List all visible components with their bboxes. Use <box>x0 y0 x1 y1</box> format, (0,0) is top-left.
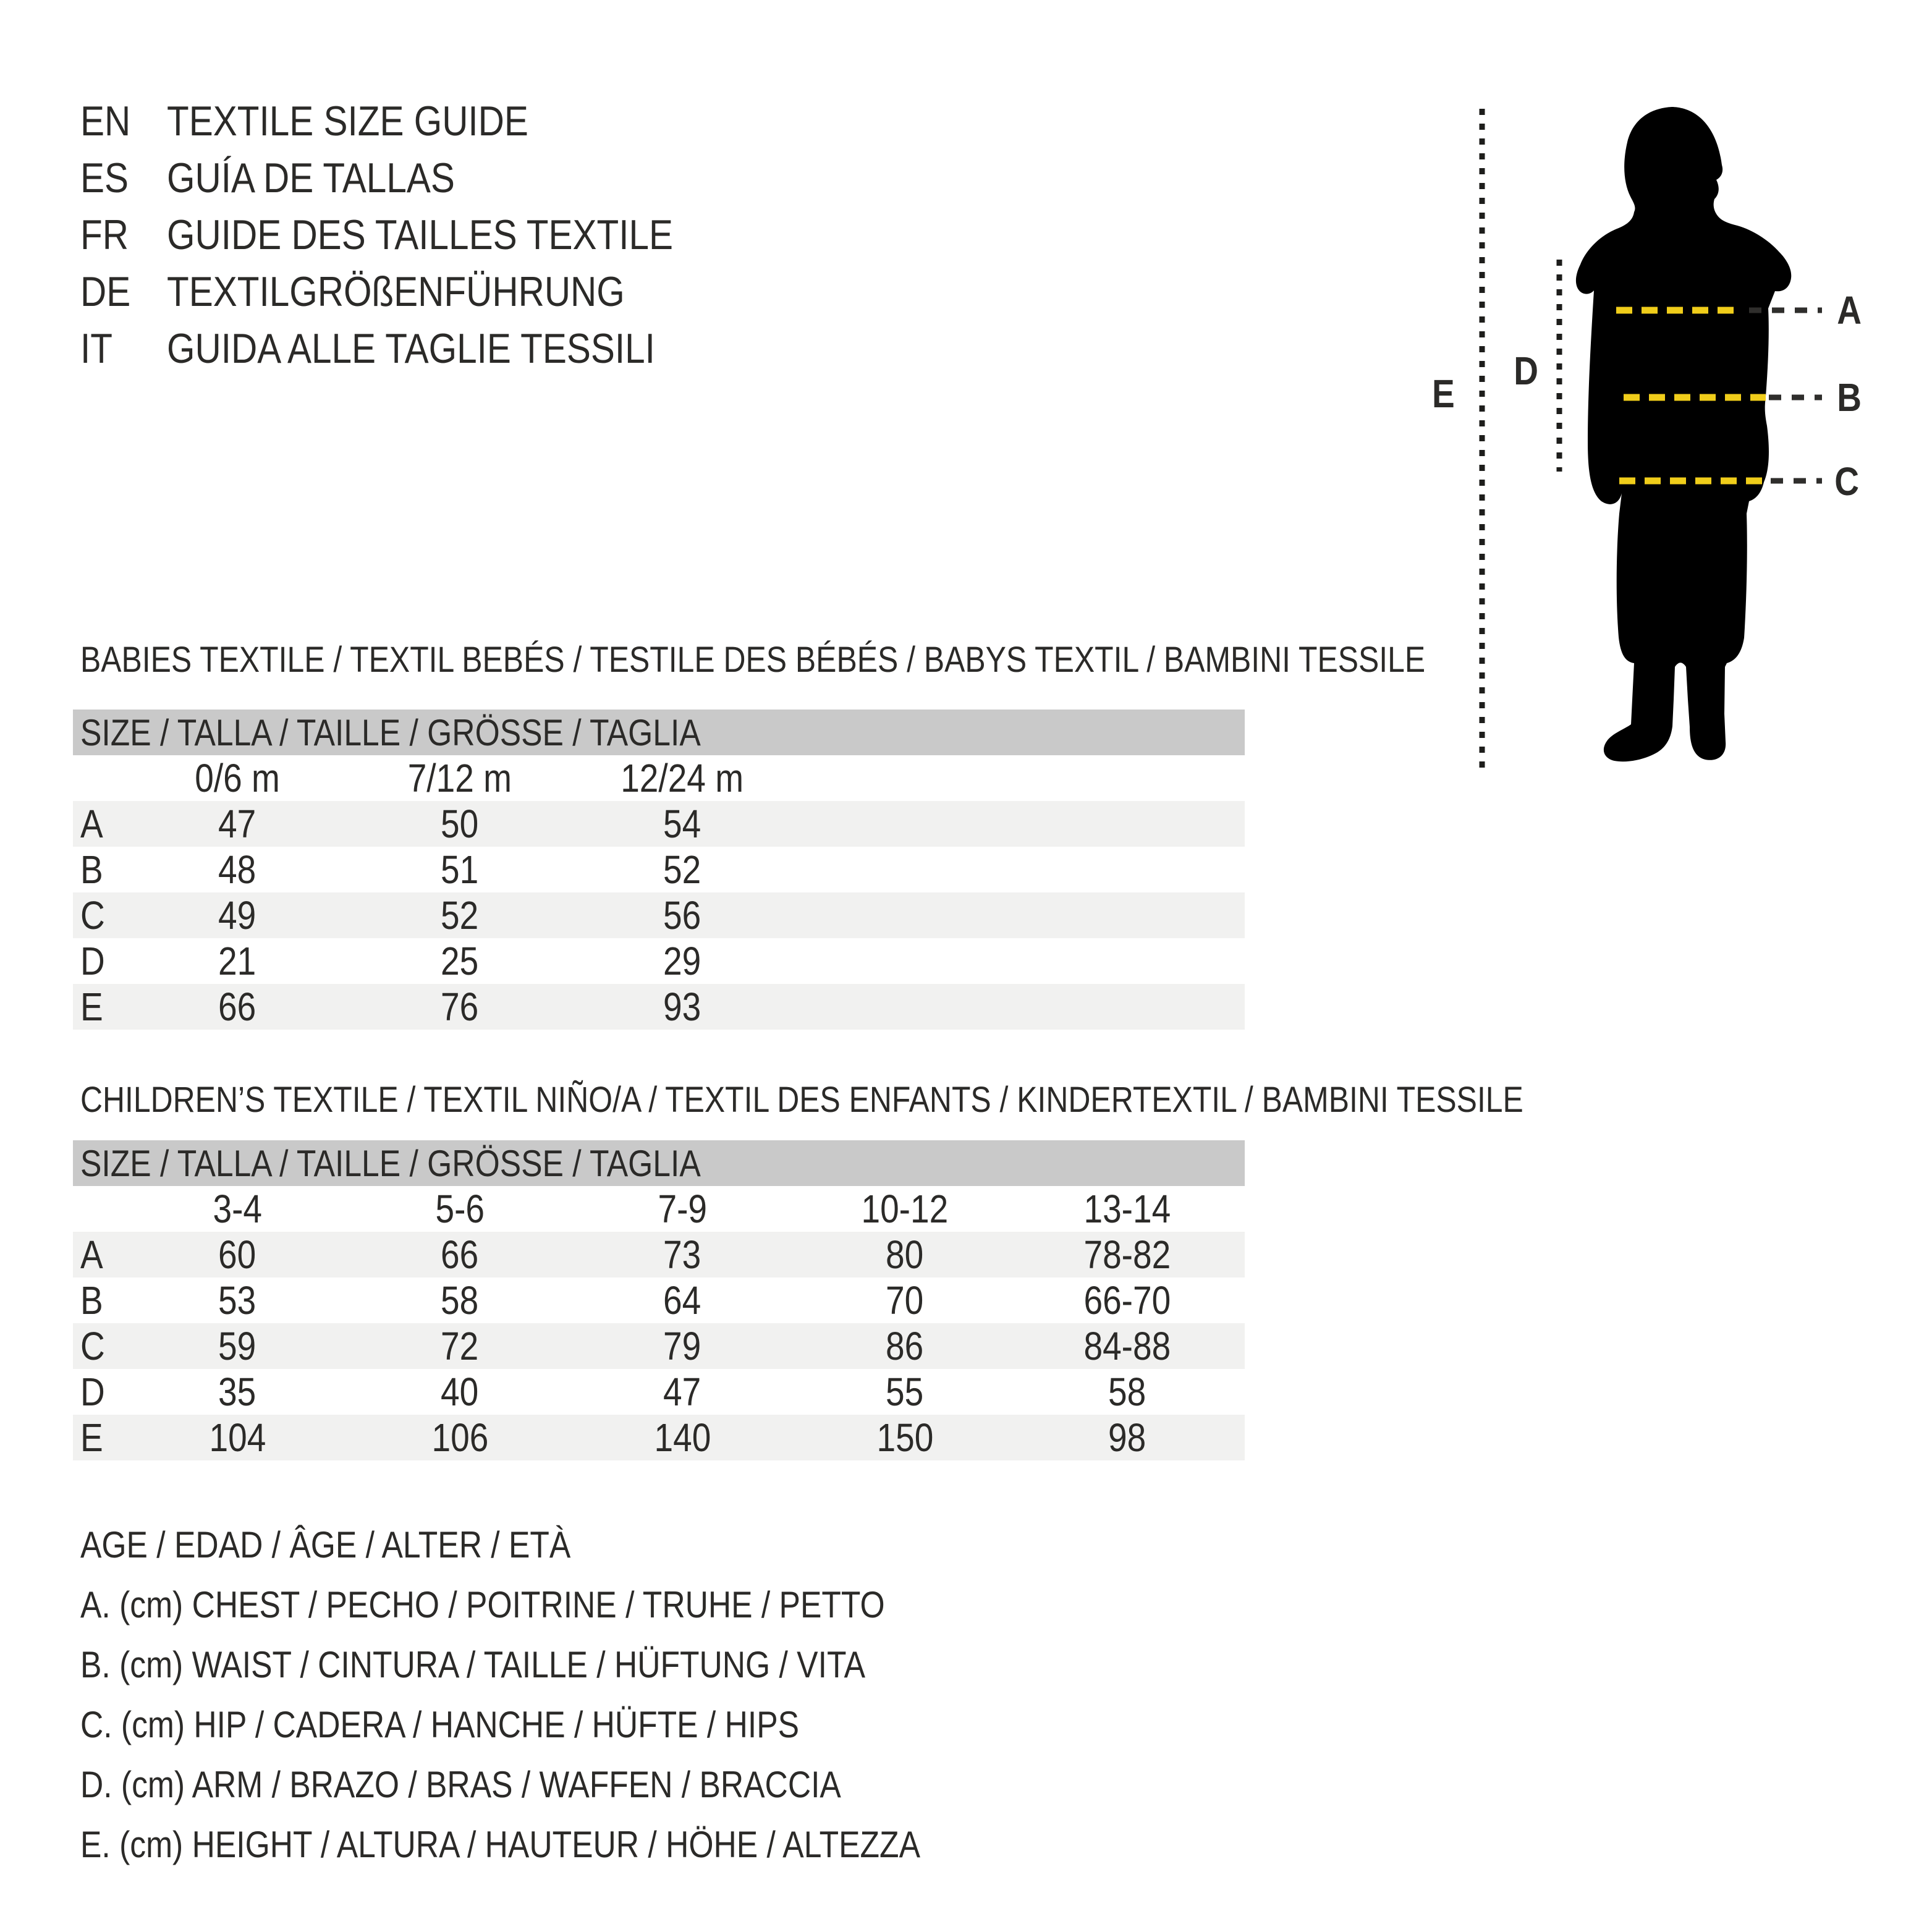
table-row <box>73 1323 1245 1369</box>
list-item <box>80 93 755 150</box>
size-value-text: 54 <box>663 802 701 846</box>
column-header <box>571 1186 794 1232</box>
size-value <box>571 1232 794 1277</box>
waist-label-text: B <box>1837 375 1862 420</box>
size-value-text: 35 <box>218 1370 256 1414</box>
column-header-text: 10-12 <box>861 1187 949 1231</box>
size-value-text: 21 <box>218 939 256 983</box>
table-row <box>73 801 1245 847</box>
size-value <box>1016 801 1239 847</box>
column-header <box>126 1186 349 1232</box>
size-value-text: 72 <box>441 1324 479 1368</box>
language-code <box>80 268 167 316</box>
size-value <box>126 1277 349 1323</box>
size-value-text: 104 <box>209 1415 266 1460</box>
row-label-text: D <box>80 1370 105 1414</box>
guide-title-text: TEXTILGRÖßENFÜHRUNG <box>167 268 625 315</box>
size-value <box>571 892 794 938</box>
row-label <box>73 801 126 847</box>
size-value <box>571 1323 794 1369</box>
row-label-text: B <box>80 1278 103 1323</box>
height-label-text: E <box>1431 371 1455 416</box>
guide-title <box>167 211 755 259</box>
row-label <box>73 938 126 984</box>
size-value-text: 66 <box>441 1232 479 1277</box>
column-header-text: 7-9 <box>658 1187 707 1231</box>
size-value <box>349 801 571 847</box>
size-value <box>126 1323 349 1369</box>
legend-line-text: D. (cm) ARM / BRAZO / BRAS / WAFFEN / BRACCIA <box>80 1764 841 1805</box>
size-value <box>126 1415 349 1460</box>
size-value-text: 47 <box>218 802 256 846</box>
size-value <box>1016 984 1239 1030</box>
column-header-text: 7/12 m <box>407 756 512 800</box>
size-value <box>126 984 349 1030</box>
legend-line <box>80 1575 1057 1635</box>
row-label <box>73 1232 126 1277</box>
column-header <box>126 755 349 801</box>
row-label <box>73 1369 126 1415</box>
table-rows <box>73 1232 1245 1460</box>
hip-label-text: C <box>1834 459 1859 504</box>
guide-title <box>167 268 699 316</box>
size-value-text: 53 <box>218 1278 256 1323</box>
row-label <box>73 892 126 938</box>
size-value <box>571 1369 794 1415</box>
size-value <box>126 938 349 984</box>
column-header-text: 0/6 m <box>195 756 280 800</box>
size-value-text: 40 <box>441 1370 479 1414</box>
language-code-text: IT <box>80 325 112 372</box>
guide-title-text: GUIDA ALLE TAGLIE TESSILI <box>167 325 655 372</box>
legend-line-text: A. (cm) CHEST / PECHO / POITRINE / TRUHE / PETTO <box>80 1584 885 1625</box>
children-size-table <box>73 1140 1245 1460</box>
table-row <box>73 1415 1245 1460</box>
size-value-text: 66 <box>218 985 256 1029</box>
column-header-text: 3-4 <box>213 1187 262 1231</box>
row-label-text: A <box>80 1232 103 1277</box>
size-value-text: 84-88 <box>1083 1324 1171 1368</box>
list-item <box>80 150 755 206</box>
legend-line-text: B. (cm) WAIST / CINTURA / TAILLE / HÜFTUNG / VITA <box>80 1644 866 1685</box>
column-header-row <box>73 1186 1245 1232</box>
row-label-text: C <box>80 893 105 938</box>
size-value-text: 78-82 <box>1083 1232 1171 1277</box>
table-row <box>73 1232 1245 1277</box>
table-row <box>73 847 1245 892</box>
size-value <box>1016 1277 1239 1323</box>
size-value-text: 56 <box>663 893 701 938</box>
size-value-text: 25 <box>441 939 479 983</box>
language-code-text: ES <box>80 155 129 201</box>
size-value-text: 150 <box>876 1415 933 1460</box>
size-value-text: 47 <box>663 1370 701 1414</box>
size-value-text: 80 <box>886 1232 924 1277</box>
size-value-text: 70 <box>886 1278 924 1323</box>
row-label-text: E <box>80 1415 103 1460</box>
language-code-text: EN <box>80 98 131 145</box>
size-value-text: 66-70 <box>1083 1278 1171 1323</box>
corner-cell <box>73 1186 126 1232</box>
arm-label <box>1498 348 1554 394</box>
language-code <box>80 154 167 202</box>
language-code <box>80 97 167 145</box>
size-value <box>1016 892 1239 938</box>
legend-line <box>80 1515 1057 1575</box>
guide-title <box>167 154 502 202</box>
row-label <box>73 1323 126 1369</box>
size-value <box>349 938 571 984</box>
legend-line-text: C. (cm) HIP / CADERA / HANCHE / HÜFTE / HIPS <box>80 1704 800 1745</box>
row-label <box>73 847 126 892</box>
column-header <box>794 755 1016 801</box>
size-value <box>1016 1369 1239 1415</box>
legend-line <box>80 1815 1057 1875</box>
row-label-text: B <box>80 847 103 892</box>
babies-section-title-text: BABIES TEXTILE / TEXTIL BEBÉS / TESTILE DES BÉBÉS / BABYS TEXTIL / BAMBINI TESSILE <box>80 640 1426 680</box>
measurement-legend <box>80 1515 1057 1875</box>
babies-section-title <box>80 637 1644 684</box>
hip-label <box>1819 459 1875 504</box>
size-value <box>794 892 1016 938</box>
row-label-text: A <box>80 802 103 846</box>
column-header <box>1016 1186 1239 1232</box>
size-value-text: 106 <box>431 1415 488 1460</box>
size-header-text: SIZE / TALLA / TAILLE / GRÖSSE / TAGLIA <box>80 1142 701 1184</box>
size-value <box>571 847 794 892</box>
size-value <box>349 984 571 1030</box>
list-item <box>80 320 755 377</box>
column-header-text: 13-14 <box>1083 1187 1171 1231</box>
size-header-text: SIZE / TALLA / TAILLE / GRÖSSE / TAGLIA <box>80 711 701 753</box>
legend-line <box>80 1755 1057 1815</box>
size-value <box>349 1323 571 1369</box>
legend-line-text: E. (cm) HEIGHT / ALTURA / HAUTEUR / HÖHE / ALTEZZA <box>80 1824 920 1865</box>
row-label <box>73 1415 126 1460</box>
size-value <box>794 801 1016 847</box>
table-row <box>73 1277 1245 1323</box>
size-value <box>794 1415 1016 1460</box>
size-value <box>1016 938 1239 984</box>
size-value <box>794 1369 1016 1415</box>
size-value-text: 51 <box>441 847 479 892</box>
size-value <box>571 1415 794 1460</box>
size-value <box>1016 1232 1239 1277</box>
size-value <box>126 847 349 892</box>
size-value <box>126 1232 349 1277</box>
size-value <box>1016 847 1239 892</box>
column-header-row <box>73 755 1245 801</box>
height-label <box>1415 371 1471 417</box>
size-value-text: 73 <box>663 1232 701 1277</box>
size-value <box>794 1232 1016 1277</box>
babies-size-table <box>73 710 1245 1030</box>
guide-title-text: GUIDE DES TAILLES TEXTILE <box>167 211 674 258</box>
size-value-text: 98 <box>1108 1415 1146 1460</box>
column-header <box>1016 755 1239 801</box>
size-value <box>126 801 349 847</box>
children-section-title <box>80 1077 1758 1124</box>
size-value-text: 58 <box>1108 1370 1146 1414</box>
size-value <box>349 1232 571 1277</box>
size-value-text: 29 <box>663 939 701 983</box>
guide-title <box>167 324 734 373</box>
size-value-text: 76 <box>441 985 479 1029</box>
size-value <box>571 1277 794 1323</box>
size-value-text: 55 <box>886 1370 924 1414</box>
size-value <box>794 984 1016 1030</box>
language-code <box>80 324 167 373</box>
column-header <box>794 1186 1016 1232</box>
list-item <box>80 206 755 263</box>
language-code-text: FR <box>80 211 129 258</box>
corner-cell <box>73 755 126 801</box>
size-value <box>1016 1415 1239 1460</box>
size-header-bar <box>73 710 1245 755</box>
row-label-text: C <box>80 1324 105 1368</box>
size-value-text: 64 <box>663 1278 701 1323</box>
size-value <box>794 847 1016 892</box>
column-header <box>349 755 571 801</box>
size-value-text: 140 <box>654 1415 711 1460</box>
size-header-bar <box>73 1140 1245 1186</box>
size-value <box>349 1415 571 1460</box>
size-value-text: 50 <box>441 802 479 846</box>
size-value <box>571 984 794 1030</box>
size-value <box>794 1323 1016 1369</box>
list-item <box>80 263 755 320</box>
legend-line <box>80 1635 1057 1695</box>
size-value <box>349 892 571 938</box>
size-value <box>126 1369 349 1415</box>
children-section-title-text: CHILDREN’S TEXTILE / TEXTIL NIÑO/A / TEXTIL DES ENFANTS / KINDERTEXTIL / BAMBINI TESSILE <box>80 1080 1523 1120</box>
row-label-text: D <box>80 939 105 983</box>
size-value-text: 48 <box>218 847 256 892</box>
column-header-text: 5-6 <box>435 1187 485 1231</box>
size-value <box>794 1277 1016 1323</box>
table-row <box>73 892 1245 938</box>
guide-title-text: GUÍA DE TALLAS <box>167 155 455 201</box>
guide-title-text: TEXTILE SIZE GUIDE <box>167 98 528 145</box>
column-header <box>349 1186 571 1232</box>
row-label <box>73 984 126 1030</box>
column-header <box>571 755 794 801</box>
legend-line <box>80 1695 1057 1755</box>
table-row <box>73 1369 1245 1415</box>
size-value-text: 79 <box>663 1324 701 1368</box>
legend-line-text: AGE / EDAD / ÂGE / ALTER / ETÀ <box>80 1524 571 1566</box>
chest-label-text: A <box>1837 288 1862 333</box>
language-code <box>80 211 167 259</box>
size-value-text: 52 <box>441 893 479 938</box>
size-value <box>349 1369 571 1415</box>
table-rows <box>73 801 1245 1030</box>
measurement-figure <box>1409 87 1932 803</box>
waist-label <box>1821 375 1877 420</box>
size-value-text: 49 <box>218 893 256 938</box>
column-header-text: 12/24 m <box>621 756 744 800</box>
size-value <box>349 847 571 892</box>
table-row <box>73 938 1245 984</box>
size-value <box>571 801 794 847</box>
size-value-text: 93 <box>663 985 701 1029</box>
size-value <box>1016 1323 1239 1369</box>
table-row <box>73 984 1245 1030</box>
row-label-text: E <box>80 985 103 1029</box>
size-value-text: 52 <box>663 847 701 892</box>
row-label <box>73 1277 126 1323</box>
size-value <box>126 892 349 938</box>
size-value-text: 60 <box>218 1232 256 1277</box>
language-code-text: DE <box>80 268 131 315</box>
size-value <box>571 938 794 984</box>
size-value-text: 86 <box>886 1324 924 1368</box>
size-value <box>794 938 1016 984</box>
size-value <box>349 1277 571 1323</box>
arm-label-text: D <box>1514 349 1538 393</box>
language-title-list <box>80 93 755 377</box>
guide-title <box>167 97 587 145</box>
size-value-text: 58 <box>441 1278 479 1323</box>
size-value-text: 59 <box>218 1324 256 1368</box>
chest-label <box>1821 287 1877 333</box>
